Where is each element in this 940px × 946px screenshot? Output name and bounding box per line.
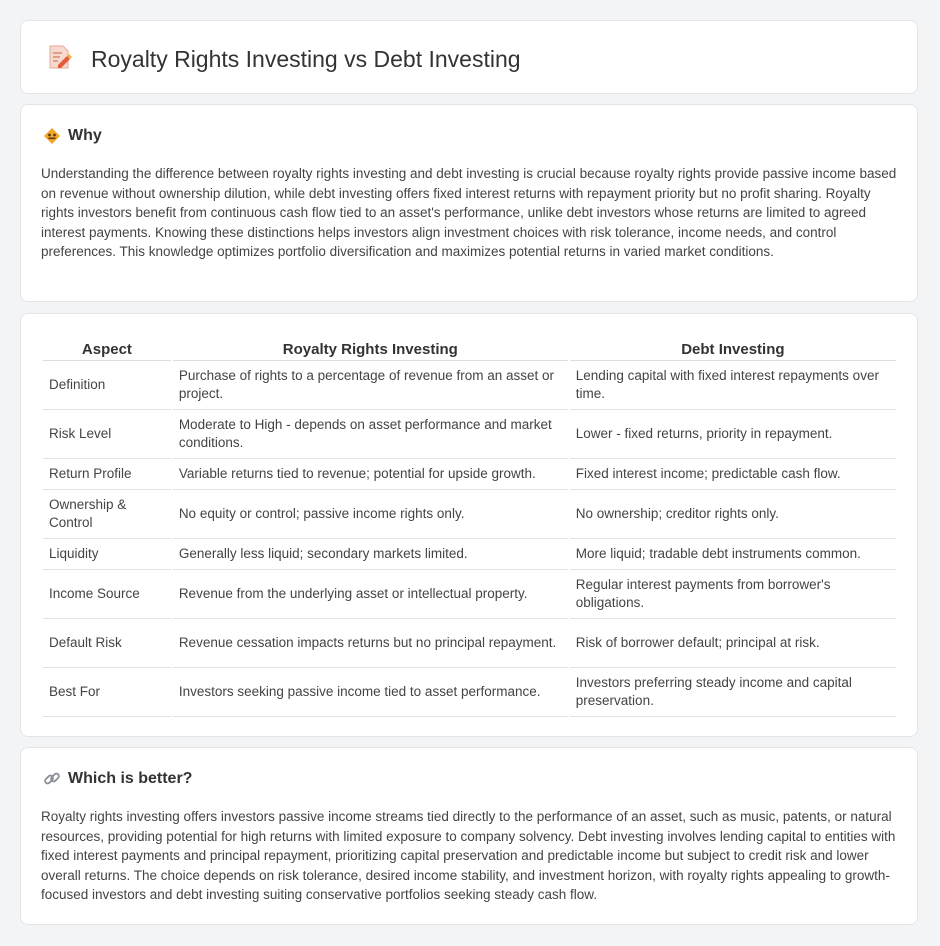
royalty-cell: No equity or control; passive income rights only. <box>173 490 568 539</box>
debt-cell: Lending capital with fixed interest repayments over time. <box>570 361 896 410</box>
table-header-row <box>43 336 896 361</box>
table-row <box>43 668 896 717</box>
why-heading: Why <box>68 127 102 144</box>
which-is-better-section <box>20 747 918 925</box>
why-section <box>20 104 918 302</box>
better-text: Royalty rights investing offers investors passive income streams tied directly to the performance of an asset, such as music, patents, or natural resources, providing potential for high returns with limited exposure to company solvency. Debt investing involves lending capital to entities with fixed interest payments and principal repayment, prioritizing capital preservation and predictable income but subject to credit risk and lower overall returns. The choice depends on risk tolerance, desired income stability, and investment horizon, with royalty rights appealing to growth-focused investors and debt investing suiting conservative portfolios seeking steady cash flow. <box>41 809 896 903</box>
aspect-cell: Liquidity <box>43 539 171 570</box>
why-text: Understanding the difference between royalty rights investing and debt investing is crucial because royalty rights provide passive income based on revenue without ownership dilution, while debt investing offers fixed interest returns with repayment priority but no profit sharing. Royalty rights investors benefit from continuous cash flow tied to an asset's performance, unlike debt investors whose returns are limited to agreed interest payments. Knowing these distinctions helps investors align investment choices with risk tolerance, income needs, and control preferences. This knowledge optimizes portfolio diversification and maximizes potential returns in varied market conditions. <box>41 166 897 260</box>
warning-diamond-icon <box>43 127 61 145</box>
table-row <box>43 619 896 668</box>
comparison-table-card <box>20 313 918 737</box>
royalty-cell: Investors seeking passive income tied to asset performance. <box>173 668 568 717</box>
table-row <box>43 490 896 539</box>
comparison-table <box>41 336 898 717</box>
page-title: Royalty Rights Investing vs Debt Investing <box>91 46 521 72</box>
debt-cell: Investors preferring steady income and capital preservation. <box>570 668 896 717</box>
aspect-cell: Best For <box>43 668 171 717</box>
royalty-cell: Revenue cessation impacts returns but no principal repayment. <box>173 619 568 668</box>
debt-cell: Fixed interest income; predictable cash flow. <box>570 459 896 490</box>
royalty-cell: Moderate to High - depends on asset performance and market conditions. <box>173 410 568 459</box>
royalty-cell: Purchase of rights to a percentage of revenue from an asset or project. <box>173 361 568 410</box>
debt-cell: Lower - fixed returns, priority in repayment. <box>570 410 896 459</box>
aspect-cell: Income Source <box>43 570 171 619</box>
header-aspect: Aspect <box>43 336 171 361</box>
document-icon <box>45 43 73 76</box>
header-royalty: Royalty Rights Investing <box>173 336 568 361</box>
header-debt: Debt Investing <box>570 336 896 361</box>
table-row <box>43 459 896 490</box>
title-card <box>20 20 918 94</box>
aspect-cell: Definition <box>43 361 171 410</box>
royalty-cell: Generally less liquid; secondary markets limited. <box>173 539 568 570</box>
aspect-cell: Ownership & Control <box>43 490 171 539</box>
table-row <box>43 570 896 619</box>
aspect-cell: Risk Level <box>43 410 171 459</box>
royalty-cell: Revenue from the underlying asset or intellectual property. <box>173 570 568 619</box>
debt-cell: More liquid; tradable debt instruments common. <box>570 539 896 570</box>
aspect-cell: Default Risk <box>43 619 171 668</box>
table-row <box>43 410 896 459</box>
table-row <box>43 539 896 570</box>
link-icon <box>43 770 61 788</box>
aspect-cell: Return Profile <box>43 459 171 490</box>
better-heading: Which is better? <box>68 770 193 787</box>
debt-cell: No ownership; creditor rights only. <box>570 490 896 539</box>
debt-cell: Risk of borrower default; principal at risk. <box>570 619 896 668</box>
royalty-cell: Variable returns tied to revenue; potential for upside growth. <box>173 459 568 490</box>
debt-cell: Regular interest payments from borrower's obligations. <box>570 570 896 619</box>
table-row <box>43 361 896 410</box>
